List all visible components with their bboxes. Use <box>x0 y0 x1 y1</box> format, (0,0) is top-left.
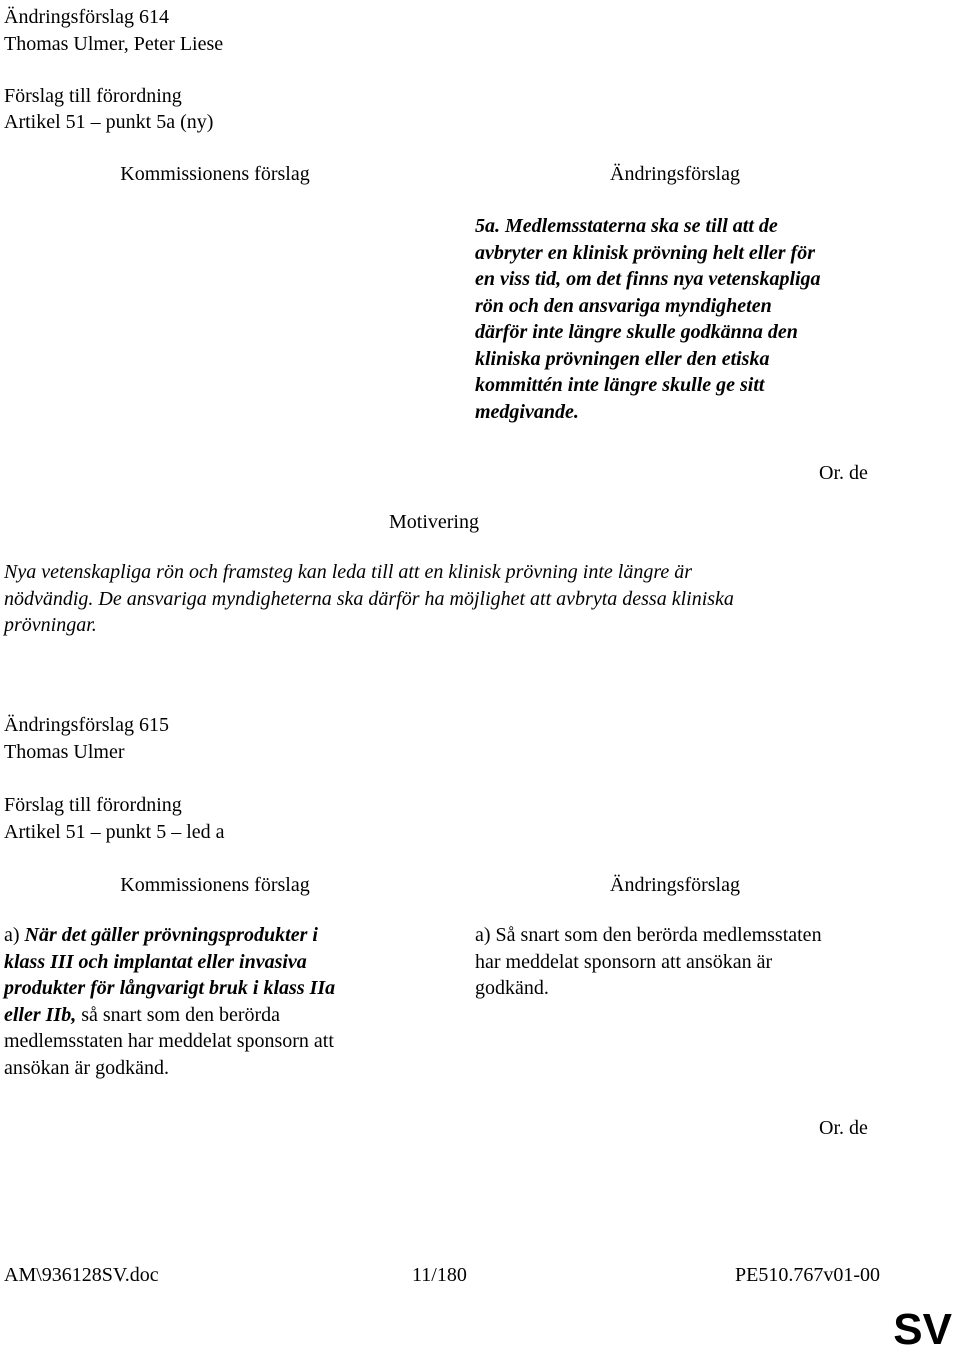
text-line: har meddelat sponsorn att ansökan är <box>475 950 773 973</box>
amendment-614-original-language: Or. de <box>819 462 868 484</box>
text-line: 5a. Medlemsstaterna ska se till att de <box>475 215 778 237</box>
amendment-615-right-column-header: Ändringsförslag <box>610 874 740 896</box>
commission-proposal-text <box>4 922 335 1081</box>
amendment-614-left-column-header: Kommissionens förslag <box>120 163 310 185</box>
amendment-615-title: Ändringsförslag 615 <box>4 714 169 736</box>
justification-text <box>4 559 734 639</box>
text-line: en viss tid, om det finns nya vetenskapliga <box>475 268 821 290</box>
text-line: avbryter en klinisk prövning helt eller för <box>475 241 815 264</box>
text-segment: a) <box>4 924 25 946</box>
text-line: medgivande. <box>475 400 579 423</box>
text-line <box>4 1002 335 1029</box>
amendment-614-right-column-header: Ändringsförslag <box>610 163 740 185</box>
text-line: klass III och implantat eller invasiva <box>4 950 307 973</box>
amendment-615-article: Artikel 51 – punkt 5 – led a <box>4 821 225 843</box>
text-line: därför inte längre skulle godkänna den <box>475 321 798 343</box>
text-segment: När det gäller prövningsprodukter i <box>24 924 318 946</box>
justification-heading: Motivering <box>389 511 479 533</box>
amendment-614-proposal-label: Förslag till förordning <box>4 85 182 107</box>
amendment-615-authors: Thomas Ulmer <box>4 741 125 763</box>
amendment-614-title: Ändringsförslag 614 <box>4 6 169 28</box>
text-line: Nya vetenskapliga rön och framsteg kan leda till att en klinisk prövning inte längre är <box>4 561 693 583</box>
text-line: kliniska prövningen eller den etiska <box>475 347 770 370</box>
text-line: a) Så snart som den berörda medlemsstaten <box>475 924 822 946</box>
language-code: SV <box>893 1305 952 1354</box>
text-line: produkter för långvarigt bruk i klass IIa <box>4 977 336 999</box>
text-line: prövningar. <box>4 614 97 636</box>
amendment-614-article: Artikel 51 – punkt 5a (ny) <box>4 111 214 133</box>
amendment-614-authors: Thomas Ulmer, Peter Liese <box>4 33 224 55</box>
text-line: ansökan är godkänd. <box>4 1056 169 1079</box>
footer-doc-reference: AM\936128SV.doc <box>4 1264 159 1286</box>
footer-page-number: 11/180 <box>412 1264 467 1286</box>
amendment-615-new-text <box>475 922 822 1002</box>
amendment-615-left-column-header: Kommissionens förslag <box>120 874 310 896</box>
text-line: rön och den ansvariga myndigheten <box>475 294 772 317</box>
footer-pe-reference: PE510.767v01-00 <box>735 1264 880 1286</box>
amendment-615-proposal-label: Förslag till förordning <box>4 794 182 816</box>
amendment-614-new-text <box>475 213 821 425</box>
text-line: godkänd. <box>475 977 549 999</box>
text-segment: eller IIb, <box>4 1003 77 1026</box>
amendment-615-original-language: Or. de <box>819 1117 868 1139</box>
text-line <box>4 922 335 949</box>
text-segment: så snart som den berörda <box>76 1003 281 1026</box>
text-line: kommittén inte längre skulle ge sitt <box>475 374 765 396</box>
text-line: nödvändig. De ansvariga myndigheterna ska därför ha möjlighet att avbryta dessa kliniska <box>4 587 734 610</box>
text-line: medlemsstaten har meddelat sponsorn att <box>4 1030 334 1052</box>
